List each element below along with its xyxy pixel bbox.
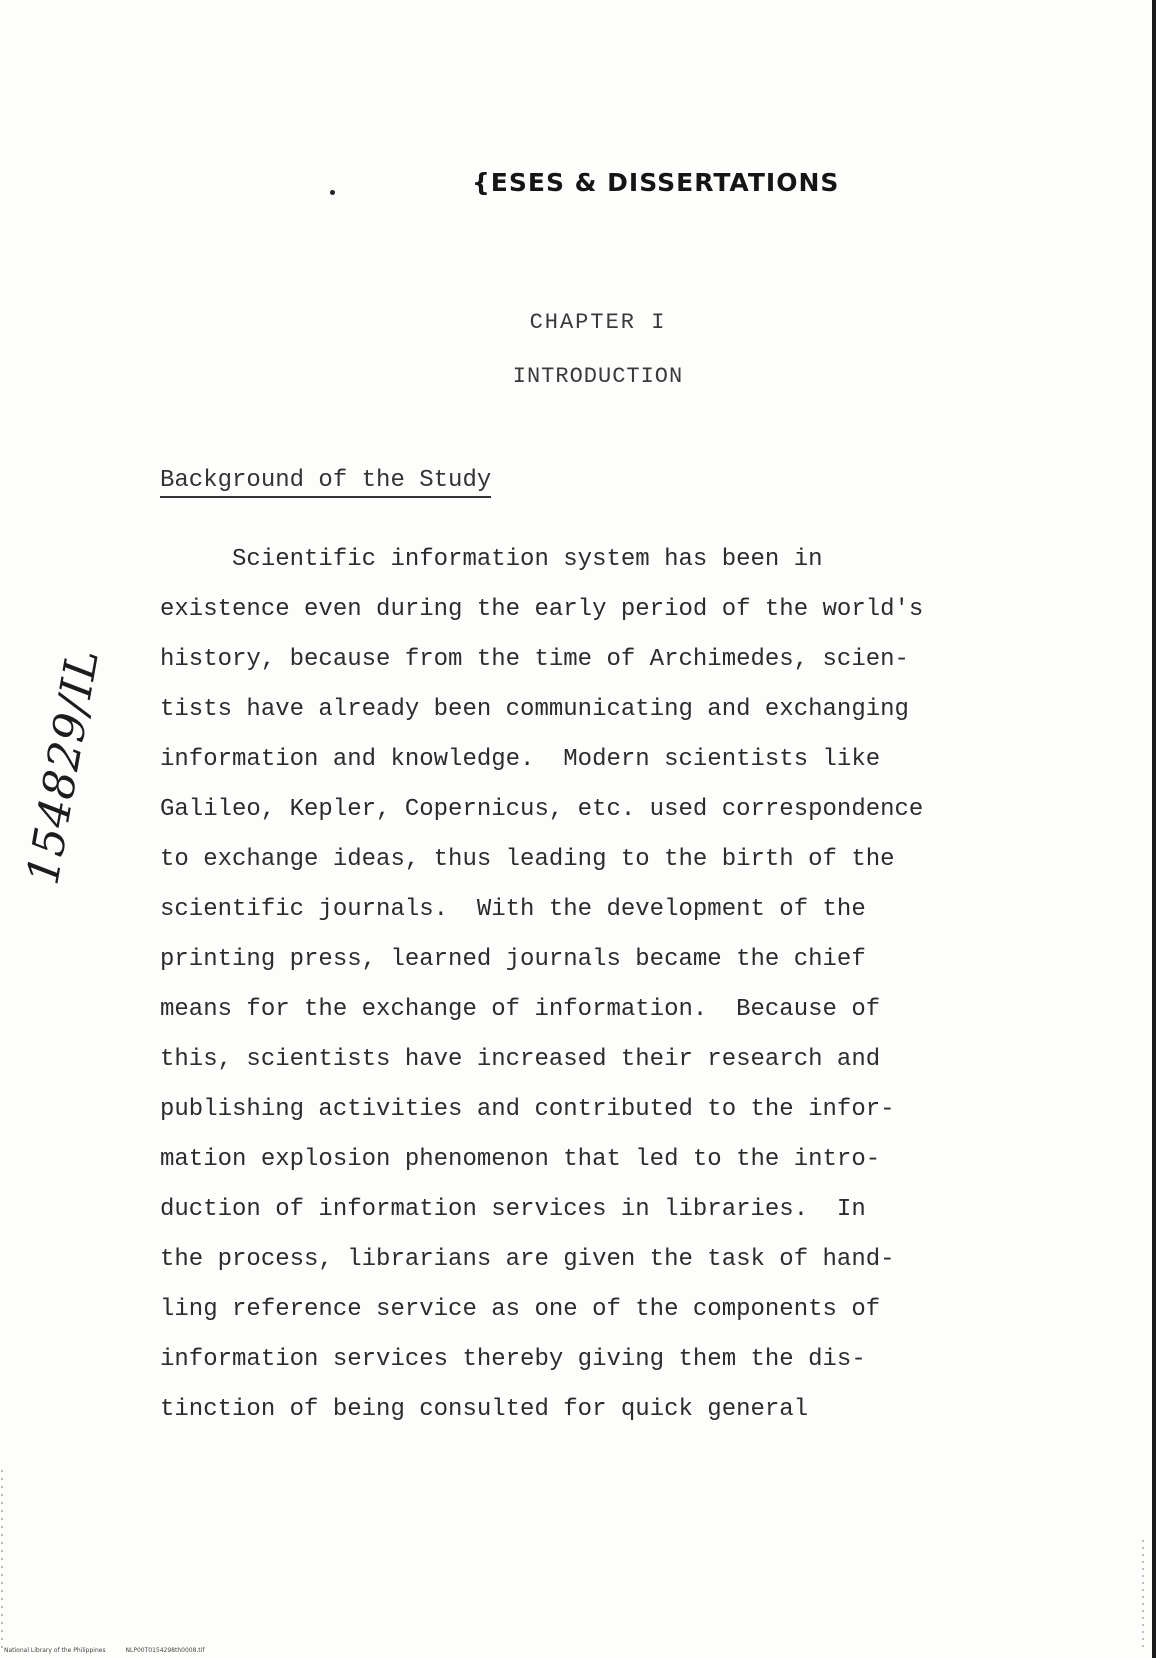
body-line: means for the exchange of information. Because of <box>160 996 881 1023</box>
body-line: tists have already been communicating and exchanging <box>160 696 909 723</box>
body-line: scientific journals. With the development of the <box>160 896 866 923</box>
body-line: duction of information services in libraries. In <box>160 1196 866 1223</box>
body-line: Galileo, Kepler, Copernicus, etc. used correspondence <box>160 796 924 823</box>
body-line: ling reference service as one of the components of <box>160 1296 881 1323</box>
body-line: Scientific information system has been in <box>160 546 823 573</box>
section-heading: Background of the Study <box>160 467 491 498</box>
scan-edge-marks-left <box>1 1470 3 1650</box>
body-line: to exchange ideas, thus leading to the birth of the <box>160 846 895 873</box>
footer-library-name: National Library of the Philippines <box>4 1647 106 1654</box>
body-line: history, because from the time of Archimedes, scien- <box>160 646 909 673</box>
scan-footer <box>4 1647 222 1654</box>
footer-file-id: NLP00T0154298th0008.tif <box>125 1647 205 1654</box>
accession-number: 154829/IL <box>17 644 110 889</box>
body-line: information services thereby giving them the dis- <box>160 1346 866 1373</box>
theses-stamp: {ESES & DISSERTATIONS <box>472 168 840 197</box>
body-line: printing press, learned journals became the chief <box>160 946 866 973</box>
body-line: information and knowledge. Modern scientists like <box>160 746 881 773</box>
scan-edge-border <box>1152 0 1156 1658</box>
scan-edge-marks-right <box>1142 1540 1144 1650</box>
ink-dot <box>330 190 335 195</box>
chapter-number: CHAPTER I <box>529 310 667 335</box>
body-line: publishing activities and contributed to the infor- <box>160 1096 895 1123</box>
body-line: existence even during the early period of the world's <box>160 596 924 623</box>
body-line: this, scientists have increased their research and <box>160 1046 881 1073</box>
margin-handwritten-note <box>17 644 110 889</box>
body-line: mation explosion phenomenon that led to the intro- <box>160 1146 881 1173</box>
body-line: tinction of being consulted for quick general <box>160 1396 809 1423</box>
chapter-title: INTRODUCTION <box>512 364 684 389</box>
body-line: the process, librarians are given the task of hand- <box>160 1246 895 1273</box>
